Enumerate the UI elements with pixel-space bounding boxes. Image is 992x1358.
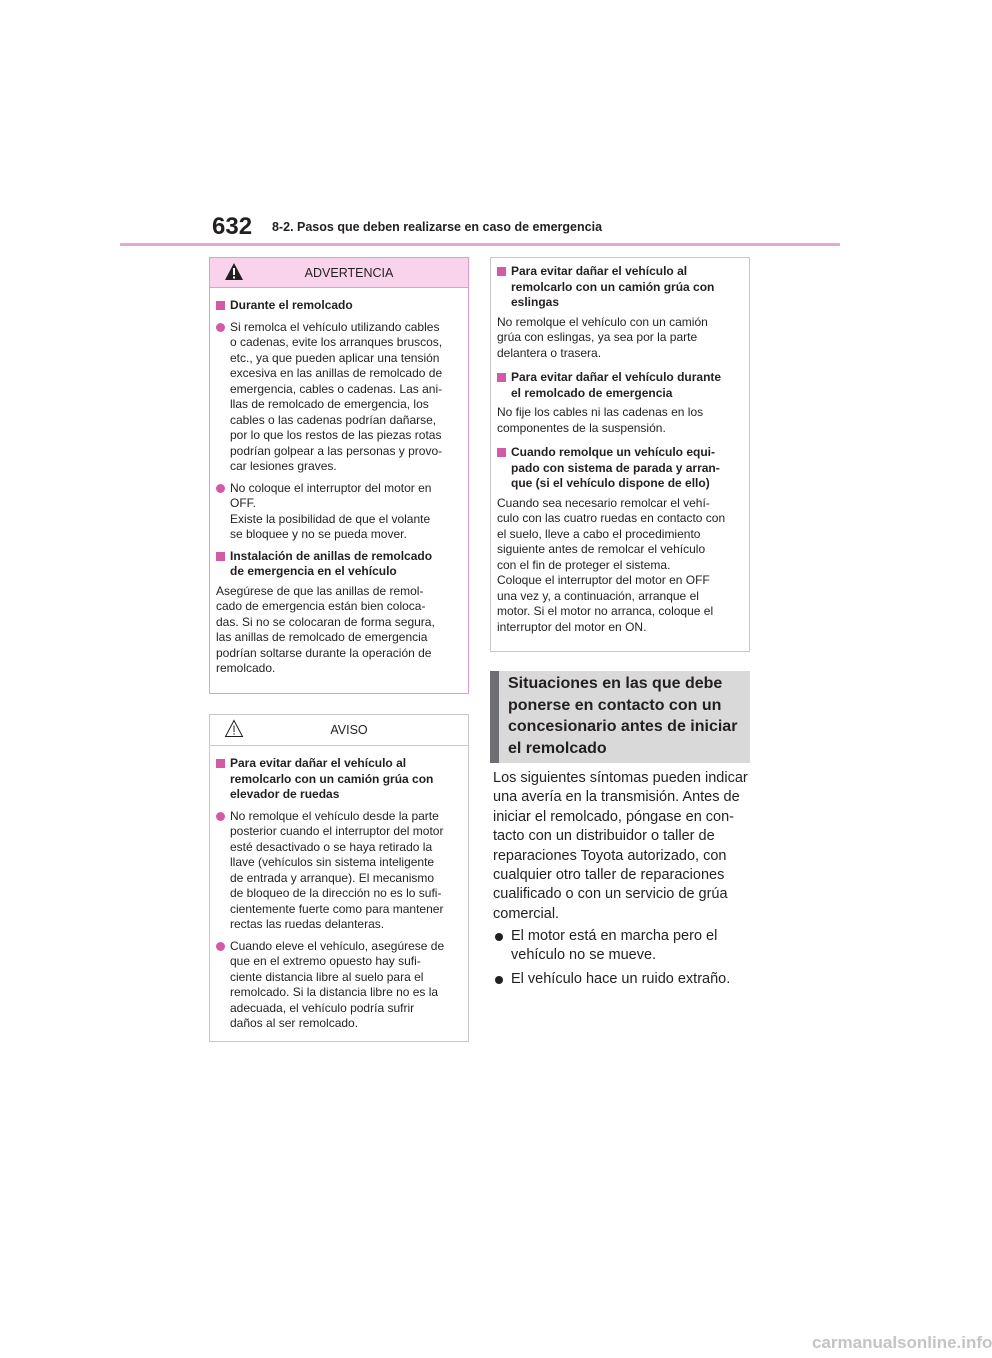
subheading [497, 370, 743, 401]
square-bullet-icon [216, 552, 225, 561]
list-item-text: El vehículo hace un ruido extraño. [511, 970, 731, 987]
section-title-box [490, 671, 750, 763]
round-bullet-icon [216, 323, 225, 332]
warning-triangle-icon [224, 262, 244, 281]
round-bullet-icon [216, 942, 225, 951]
bullet-text: Cuando eleve el vehículo, asegúrese de que en el extremo opuesto hay sufi- ciente distancia libre al suelo para el remolcado. Si la distancia libre no es la adecuada, el vehículo podría sufrir daños al ser remolcado. [230, 938, 445, 1030]
round-bullet-icon [216, 812, 225, 821]
caution-box-title: AVISO [330, 723, 368, 737]
subheading-text: Para evitar dañar el vehículo al remolcarlo con un camión grúa con eslingas [511, 264, 715, 309]
subheading [216, 756, 462, 803]
bullet-item [216, 320, 462, 475]
warning-box-header [210, 258, 468, 288]
symptom-list [493, 927, 758, 993]
bullet-item [216, 939, 462, 1032]
paragraph: Cuando sea necesario remolcar el vehí- culo con las cuatro ruedas en contacto con el suelo, lleve a cabo el procedimiento siguiente antes de remolcar el vehículo con el fin de proteger el sistema. Coloque el interruptor del motor en OFF una vez y, a continuación, arranque el motor. Si el motor no arranca, coloque el interruptor del motor en ON. [497, 495, 726, 634]
caution-box-continued-body [491, 258, 749, 639]
header-divider [120, 243, 840, 246]
page-number: 632 [212, 213, 253, 240]
square-bullet-icon [216, 759, 225, 768]
subheading [497, 264, 743, 311]
caution-box-body [210, 746, 468, 1036]
caution-triangle-icon [224, 719, 244, 738]
round-bullet-icon [216, 484, 225, 493]
square-bullet-icon [497, 373, 506, 382]
bullet-text: Si remolca el vehículo utilizando cables o cadenas, evite los arranques bruscos, etc., ya que pueden aplicar una tensión excesiva en las anillas de remolcado de emergencia, cables o cadenas. Las ani- llas de remolcado de emergencia, los cables o las cadenas podrían dañarse, por lo que los restos de las piezas rotas podrían golpear a las personas y provo- car lesiones graves. [230, 319, 443, 473]
subheading-text: Durante el remolcado [230, 298, 353, 312]
subheading [216, 298, 462, 314]
bullet-dot-icon [495, 933, 503, 941]
caution-box-header [210, 715, 468, 746]
subheading [497, 445, 743, 492]
caution-box [209, 714, 469, 1042]
subheading-text: Cuando remolque un vehículo equi- pado con sistema de parada y arran- que (si el vehículo dispone de ello) [511, 445, 720, 490]
section-title: Situaciones en las que debe ponerse en contacto con un concesionario antes de iniciar el remolcado [508, 675, 738, 757]
warning-box-body [210, 288, 468, 681]
list-item-text: El motor está en marcha pero el vehículo no se mueve. [511, 928, 718, 964]
bullet-item [216, 809, 462, 933]
bullet-item [216, 481, 462, 543]
section-heading: 8-2. Pasos que deben realizarse en caso de emergencia [272, 220, 603, 234]
bullet-text: No remolque el vehículo desde la parte posterior cuando el interruptor del motor esté desactivado o se haya retirado la llave (vehículos sin sistema inteligente de entrada y arranque). El mecanismo de bloqueo de la dirección no es lo sufi- cientemente fuerte como para mantener rectas las ruedas delanteras. [230, 808, 444, 931]
warning-box [209, 257, 469, 694]
bullet-text: No coloque el interruptor del motor en OFF. Existe la posibilidad de que el volante se bloquee y no se pueda mover. [230, 480, 432, 541]
paragraph: No fije los cables ni las cadenas en los componentes de la suspensión. [497, 405, 704, 435]
caution-box-continued [490, 257, 750, 652]
paragraph: Asegúrese de que las anillas de remol- cado de emergencia están bien coloca- das. Si no se colocaran de forma segura, las anillas de remolcado de emergencia podrían soltarse durante la operación de remolcado. [216, 583, 435, 675]
body-paragraph: Los siguientes síntomas pueden indicar una avería en la transmisión. Antes de iniciar el remolcado, póngase en con- tacto con un distribuidor o taller de reparaciones Toyota autorizado, con cualquier otro taller de reparaciones cualificado o con un servicio de grúa comercial. [493, 770, 748, 922]
square-bullet-icon [216, 301, 225, 310]
paragraph: No remolque el vehículo con un camión grúa con eslingas, ya sea por la parte delantera o trasera. [497, 314, 708, 360]
bullet-dot-icon [495, 976, 503, 984]
watermark: carmanualsonline.info [812, 1333, 992, 1352]
subheading [216, 549, 462, 580]
list-item [493, 927, 758, 966]
square-bullet-icon [497, 267, 506, 276]
subheading-text: Para evitar dañar el vehículo durante el remolcado de emergencia [511, 370, 722, 400]
list-item [493, 970, 758, 989]
subheading-text: Instalación de anillas de remolcado de emergencia en el vehículo [230, 548, 433, 578]
warning-box-title: ADVERTENCIA [304, 265, 394, 280]
square-bullet-icon [497, 448, 506, 457]
subheading-text: Para evitar dañar el vehículo al remolcarlo con un camión grúa con elevador de ruedas [230, 756, 434, 801]
